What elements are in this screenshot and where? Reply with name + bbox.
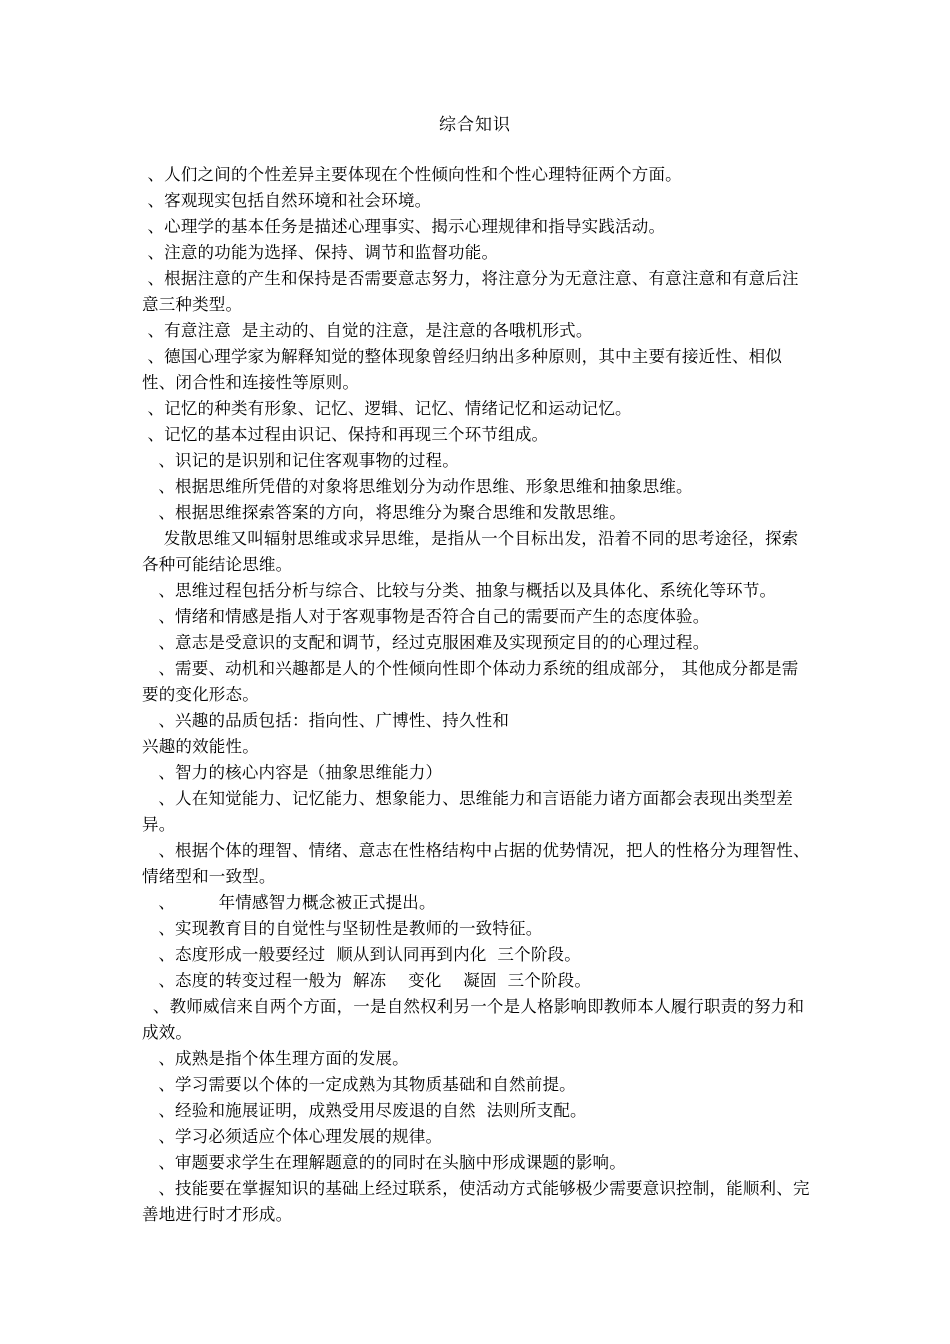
paragraph: 、态度的转变过程一般为 解冻 变化 凝固 三个阶段。 bbox=[142, 971, 592, 990]
paragraph: 、智力的核心内容是（抽象思维能力） bbox=[142, 763, 443, 782]
paragraph: 、记忆的种类有形象、记忆、逻辑、记忆、情绪记忆和运动记忆。 bbox=[142, 399, 632, 418]
paragraph: 、经验和施展证明，成熟受用尽废退的自然 法则所支配。 bbox=[142, 1101, 587, 1120]
paragraph: 、识记的是识别和记住客观事物的过程。 bbox=[142, 451, 459, 470]
paragraph: 、技能要在掌握知识的基础上经过联系，使活动方式能够极少需要意识控制，能顺利、完善地进行时才形成。 bbox=[142, 1179, 810, 1224]
paragraph: 、态度形成一般要经过 顺从到认同再到内化 三个阶段。 bbox=[142, 945, 581, 964]
paragraph: 、学习需要以个体的一定成熟为其物质基础和自然前提。 bbox=[142, 1075, 576, 1094]
document-body bbox=[142, 162, 814, 1228]
paragraph: 、学习必须适应个体心理发展的规律。 bbox=[142, 1127, 443, 1146]
paragraph: 发散思维又叫辐射思维或求异思维，是指从一个目标出发，沿着不同的思考途径，探索各种可能结论思维。 bbox=[142, 529, 799, 574]
paragraph: 、记忆的基本过程由识记、保持和再现三个环节组成。 bbox=[142, 425, 549, 444]
paragraph: 、客观现实包括自然环境和社会环境。 bbox=[142, 191, 432, 210]
paragraph: 、情绪和情感是指人对于客观事物是否符合自己的需要而产生的态度体验。 bbox=[142, 607, 710, 626]
paragraph: 、人在知觉能力、记忆能力、想象能力、思维能力和言语能力诸方面都会表现出类型差异。 bbox=[142, 789, 793, 834]
paragraph: 、成熟是指个体生理方面的发展。 bbox=[142, 1049, 409, 1068]
paragraph: 、需要、动机和兴趣都是人的个性倾向性即个体动力系统的组成部分， 其他成分都是需要的变化形态。 bbox=[142, 659, 799, 704]
paragraph: 、思维过程包括分析与综合、比较与分类、抽象与概括以及具体化、系统化等环节。 bbox=[142, 581, 777, 600]
paragraph: 、意志是受意识的支配和调节，经过克服困难及实现预定目的的心理过程。 bbox=[142, 633, 710, 652]
paragraph: 、注意的功能为选择、保持、调节和监督功能。 bbox=[142, 243, 499, 262]
paragraph: 、教师威信来自两个方面，一是自然权利另一个是人格影响即教师本人履行职责的努力和成效。 bbox=[142, 997, 805, 1042]
document-title: 综合知识 bbox=[439, 115, 511, 135]
paragraph: 、根据个体的理智、情绪、意志在性格结构中占据的优势情况，把人的性格分为理智性、情绪型和一致型。 bbox=[142, 841, 810, 886]
paragraph: 、根据思维探索答案的方向，将思维分为聚合思维和发散思维。 bbox=[142, 503, 626, 522]
paragraph: 、实现教育目的自觉性与坚韧性是教师的一致特征。 bbox=[142, 919, 543, 938]
paragraph: 、审题要求学生在理解题意的的同时在头脑中形成课题的影响。 bbox=[142, 1153, 626, 1172]
paragraph: 、德国心理学家为解释知觉的整体现象曾经归纳出多种原则，其中主要有接近性、相似性、闭合性和连接性等原则。 bbox=[142, 347, 783, 392]
paragraph: 、人们之间的个性差异主要体现在个性倾向性和个性心理特征两个方面。 bbox=[142, 165, 682, 184]
paragraph: 、 年情感智力概念被正式提出。 bbox=[142, 893, 436, 912]
paragraph: 、兴趣的品质包括：指向性、广博性、持久性和 兴趣的效能性。 bbox=[142, 711, 510, 756]
paragraph: 、根据注意的产生和保持是否需要意志努力，将注意分为无意注意、有意注意和有意后注意三种类型。 bbox=[142, 269, 799, 314]
paragraph: 、有意注意 是主动的、自觉的注意，是注意的各哦机形式。 bbox=[142, 321, 593, 340]
paragraph: 、根据思维所凭借的对象将思维划分为动作思维、形象思维和抽象思维。 bbox=[142, 477, 693, 496]
paragraph: 、心理学的基本任务是描述心理事实、揭示心理规律和指导实践活动。 bbox=[142, 217, 666, 236]
